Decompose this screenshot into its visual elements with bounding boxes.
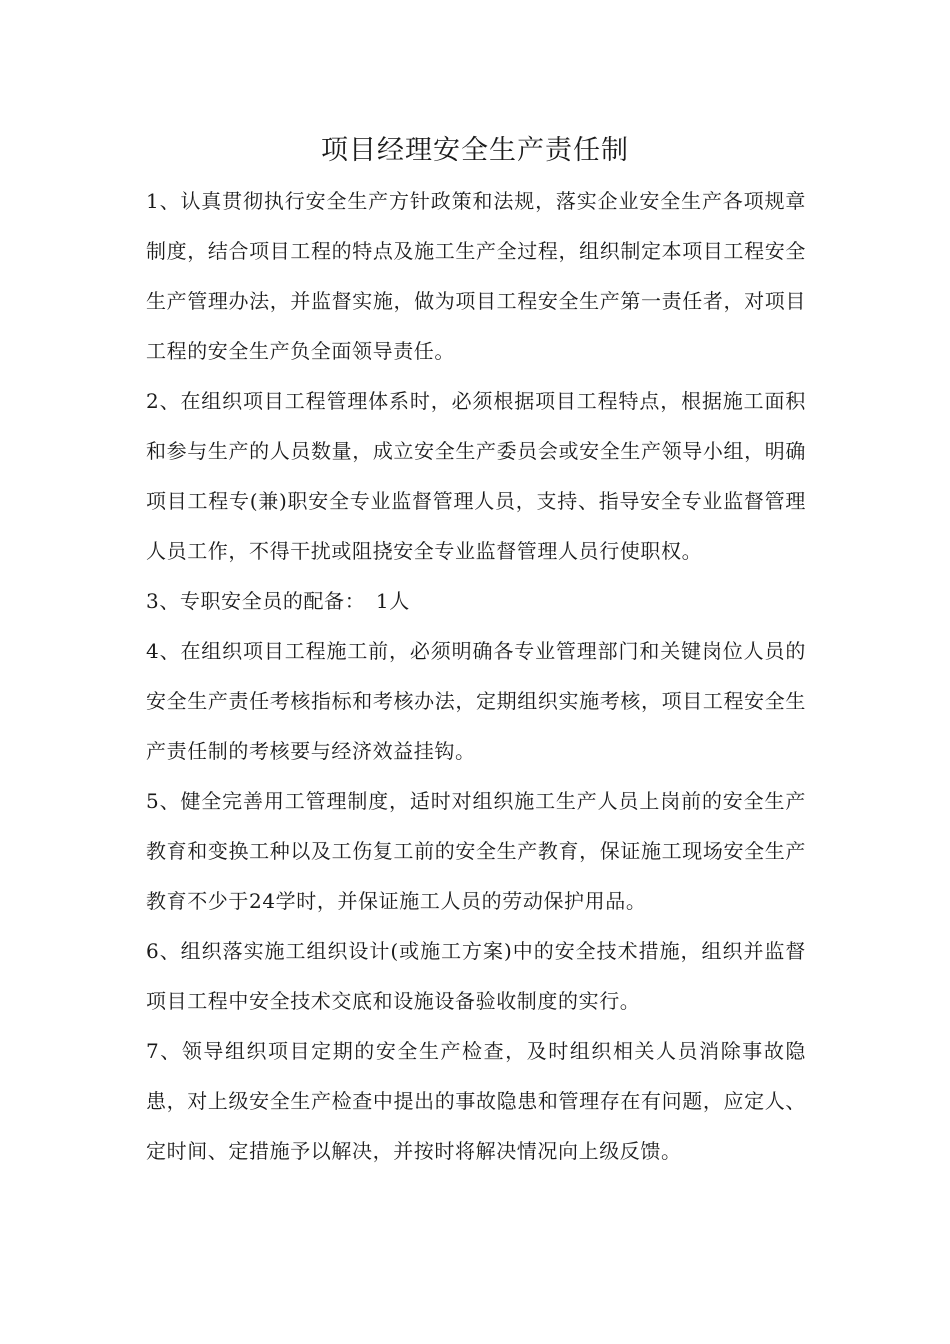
paragraph-4: 4、在组织项目工程施工前，必须明确各专业管理部门和关键岗位人员的安全生产责任考核指标和考核办法，定期组织实施考核，项目工程安全生产责任制的考核要与经济效益挂钩。	[146, 639, 806, 763]
document-title: 项目经理安全生产责任制	[321, 135, 629, 166]
document-body	[146, 176, 806, 1176]
paragraph-1: 1、认真贯彻执行安全生产方针政策和法规，落实企业安全生产各项规章制度，结合项目工程的特点及施工生产全过程，组织制定本项目工程安全生产管理办法，并监督实施，做为项目工程安全生产第一责任者，对项目工程的安全生产负全面领导责任。	[146, 189, 806, 363]
paragraph-7: 7、领导组织项目定期的安全生产检查，及时组织相关人员消除事故隐患，对上级安全生产检查中提出的事故隐患和管理存在有问题，应定人、定时间、定措施予以解决，并按时将解决情况向上级反馈。	[146, 1039, 806, 1163]
paragraph-6: 6、组织落实施工组织设计(或施工方案)中的安全技术措施，组织并监督项目工程中安全技术交底和设施设备验收制度的实行。	[146, 939, 806, 1013]
paragraph-2: 2、在组织项目工程管理体系时，必须根据项目工程特点，根据施工面积和参与生产的人员数量，成立安全生产委员会或安全生产领导小组，明确项目工程专(兼)职安全专业监督管理人员，支持、指导安全专业监督管理人员工作，不得干扰或阻挠安全专业监督管理人员行使职权。	[146, 389, 806, 563]
paragraph-5: 5、健全完善用工管理制度，适时对组织施工生产人员上岗前的安全生产教育和变换工种以及工伤复工前的安全生产教育，保证施工现场安全生产教育不少于24学时，并保证施工人员的劳动保护用品。	[146, 789, 806, 913]
paragraph-3: 3、专职安全员的配备： 1人	[146, 589, 410, 613]
